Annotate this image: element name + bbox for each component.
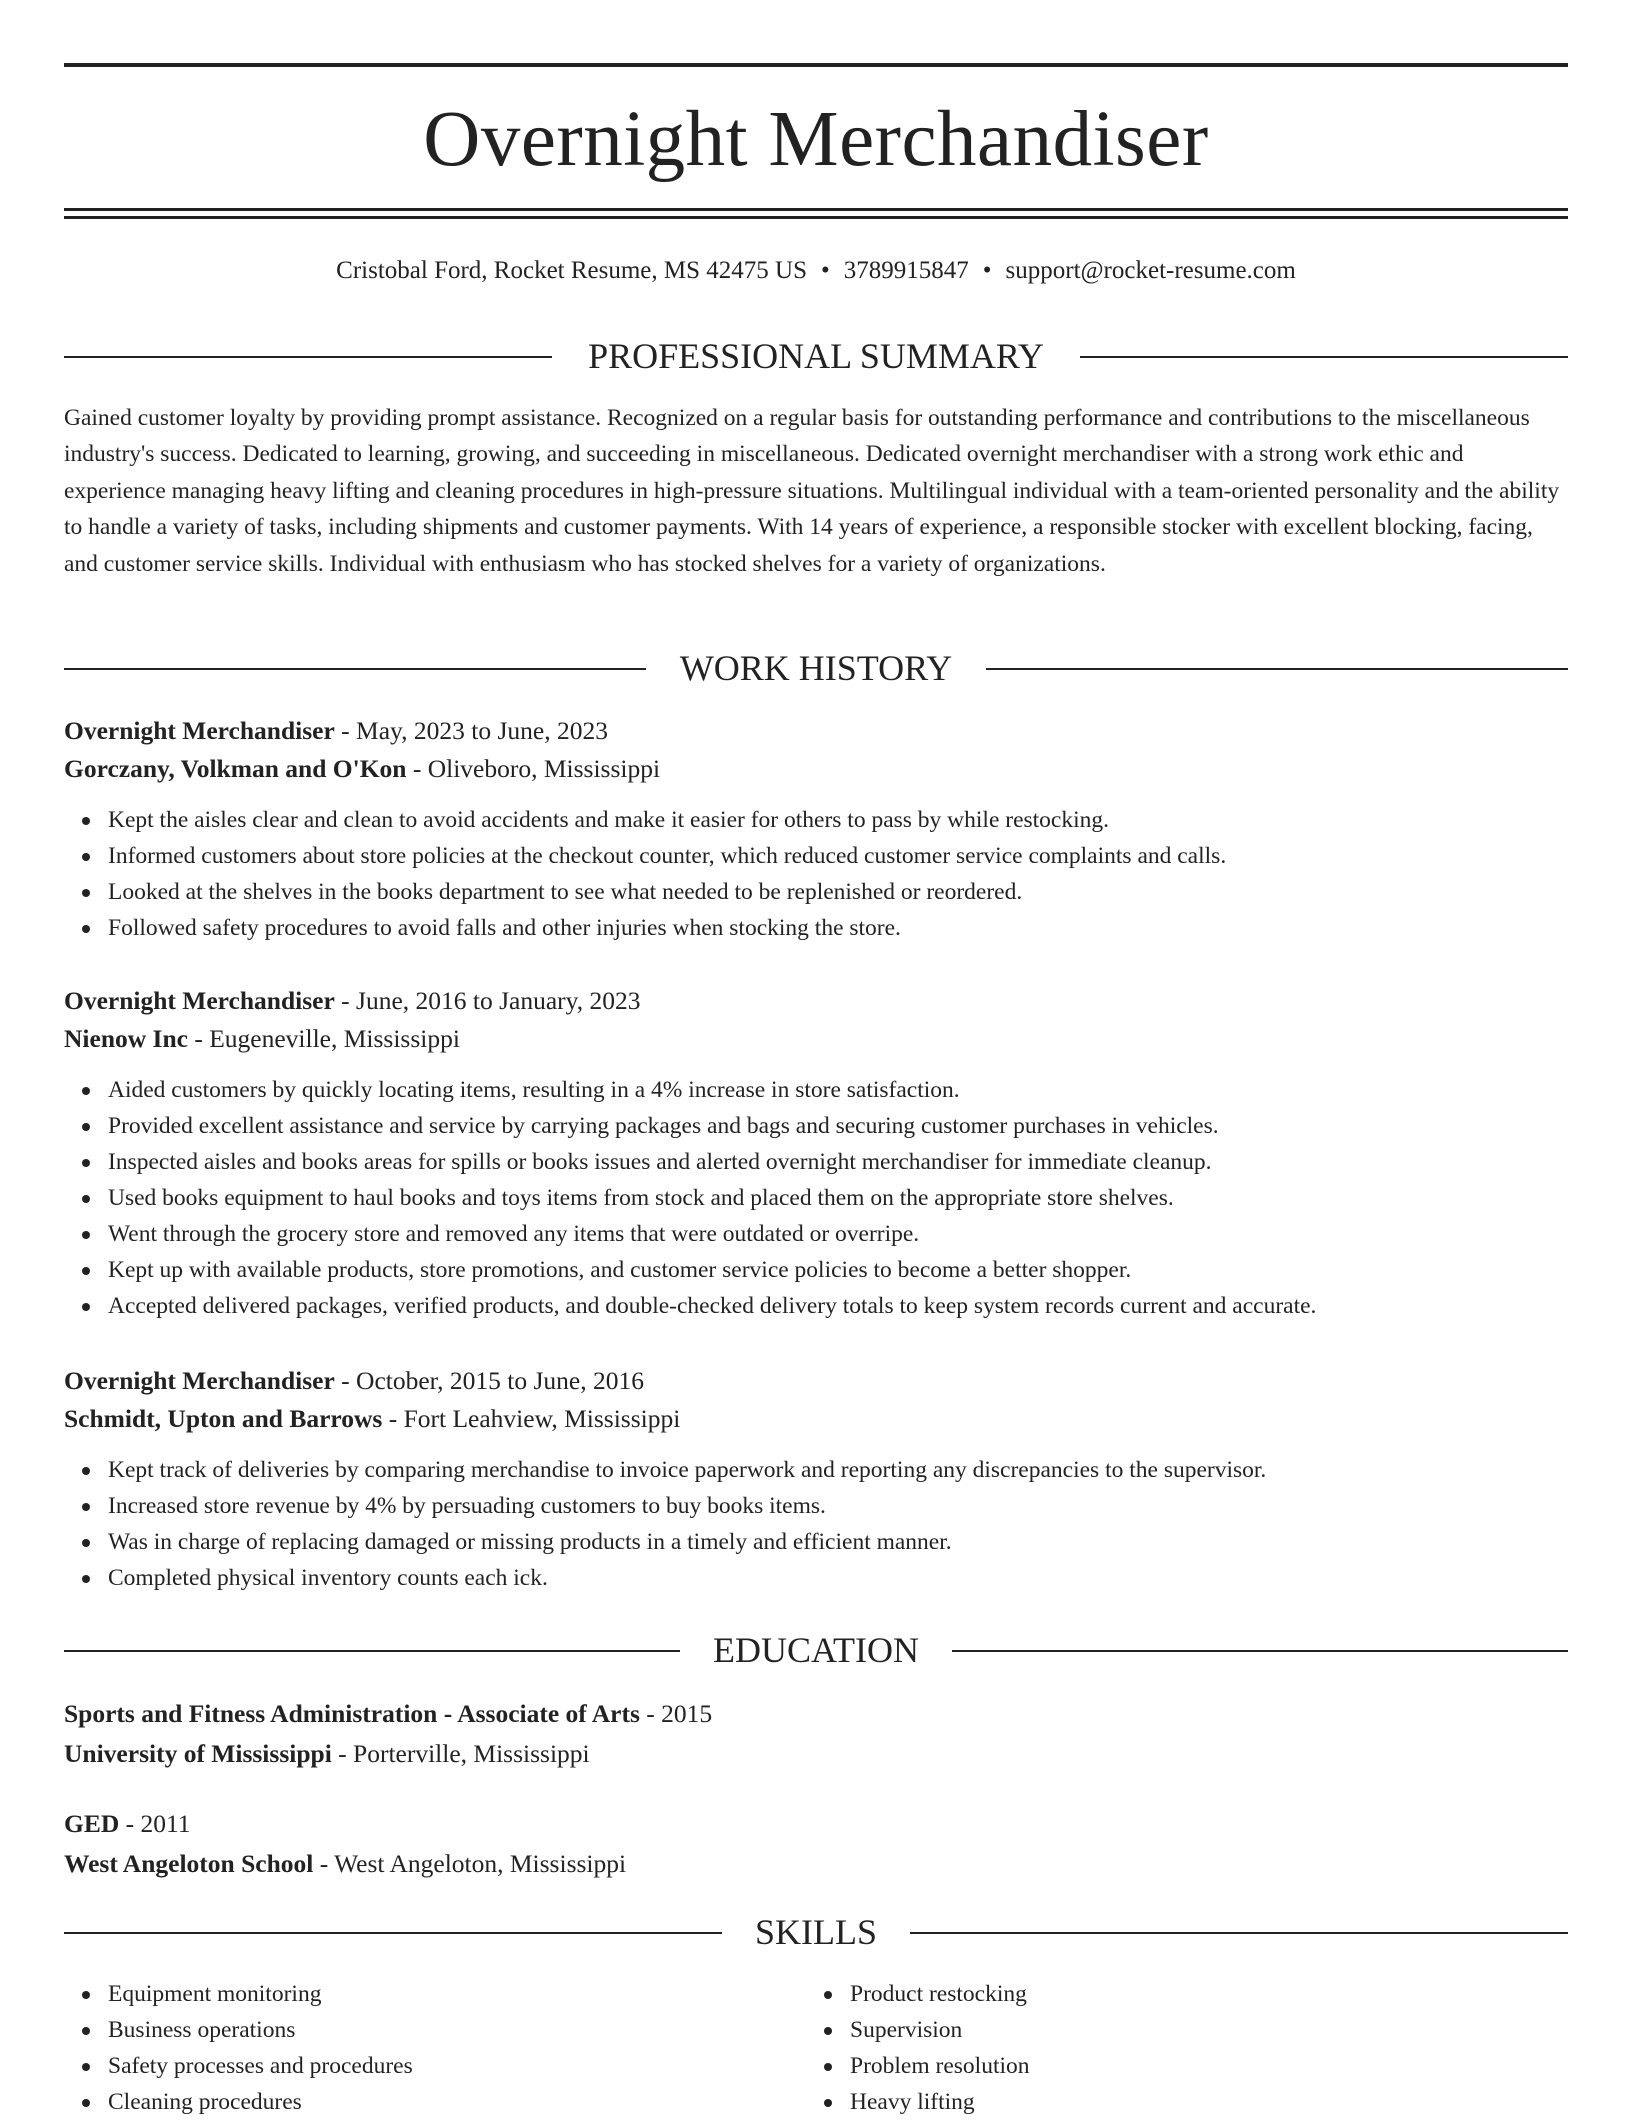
education-school: West Angeloton School (64, 1849, 314, 1878)
job-dates: - May, 2023 to June, 2023 (334, 716, 608, 745)
list-item: Completed physical inventory counts each ick. (64, 1560, 1568, 1596)
section-title: EDUCATION (705, 1630, 927, 1670)
section-header-skills (64, 1910, 1568, 1954)
job-title: Overnight Merchandiser (64, 716, 335, 745)
list-item: Was in charge of replacing damaged or missing products in a timely and efficient manner. (64, 1524, 1568, 1560)
page-title: Overnight Merchandiser (423, 96, 1209, 183)
job-company: Gorczany, Volkman and O'Kon (64, 754, 407, 783)
education-entry (64, 1694, 1568, 1774)
list-item: Accepted delivered packages, verified products, and double-checked delivery totals to keep system records current and accurate. (64, 1288, 1568, 1324)
job-entry (64, 982, 1568, 1324)
skill-item: Product restocking (806, 1976, 1506, 2012)
list-item: Followed safety procedures to avoid falls and other injuries when stocking the store. (64, 910, 1568, 946)
job-location: - Fort Leahview, Mississippi (382, 1404, 681, 1433)
job-location: - Eugeneville, Mississippi (187, 1024, 460, 1053)
skill-item: Heavy lifting (806, 2084, 1506, 2120)
contact-email: support@rocket-resume.com (1005, 257, 1296, 284)
skill-item: Business operations (64, 2012, 764, 2048)
summary-text: Gained customer loyalty by providing prompt assistance. Recognized on a regular basis for outstanding performance and contributions to the miscellaneous industry's success. Dedicated to learning, growing, and succeeding in miscellaneous. Dedicated overnight merchandiser with a strong work ethic and experience managing heavy lifting and cleaning procedures in high-pressure situations. Multilingual individual with a team-oriented personality and the ability to handle a variety of tasks, including shipments and customer payments. With 14 years of experience, a responsible stocker with excellent blocking, facing, and customer service skills. Individual with enthusiasm who has stocked shelves for a variety of organizations. (64, 405, 1560, 577)
education-location: - Porterville, Mississippi (331, 1739, 590, 1768)
skill-item: Supervision (806, 2012, 1506, 2048)
education-location: - West Angeloton, Mississippi (313, 1849, 627, 1878)
education-degree: GED (64, 1809, 120, 1838)
skills-list-right (806, 1976, 1506, 2120)
skill-item: Equipment monitoring (64, 1976, 764, 2012)
list-item: Used books equipment to haul books and toys items from stock and placed them on the appropriate store shelves. (64, 1180, 1568, 1216)
section-header-work-history (64, 646, 1568, 690)
list-item: Kept up with available products, store promotions, and customer service policies to become a better shopper. (64, 1252, 1568, 1288)
list-item: Informed customers about store policies at the checkout counter, which reduced customer service complaints and calls. (64, 838, 1568, 874)
job-title: Overnight Merchandiser (64, 1366, 335, 1395)
job-location: - Oliveboro, Mississippi (406, 754, 661, 783)
job-company: Nienow Inc (64, 1024, 188, 1053)
job-duties-list (64, 802, 1568, 946)
education-entry (64, 1804, 1568, 1884)
job-dates: - June, 2016 to January, 2023 (334, 986, 641, 1015)
contact-phone: 3789915847 (843, 257, 969, 284)
section-header-education (64, 1628, 1568, 1672)
job-company: Schmidt, Upton and Barrows (64, 1404, 383, 1433)
title-rule-upper (64, 208, 1568, 211)
section-title: SKILLS (747, 1912, 885, 1952)
contact-separator: • (821, 257, 830, 284)
job-entry (64, 712, 1568, 946)
section-header-summary (64, 334, 1568, 378)
contact-line (64, 255, 1568, 287)
education-school: University of Mississippi (64, 1739, 332, 1768)
list-item: Kept the aisles clear and clean to avoid accidents and make it easier for others to pass by while restocking. (64, 802, 1568, 838)
section-title: WORK HISTORY (672, 648, 960, 688)
title-rule-lower (64, 216, 1568, 219)
contact-separator: • (982, 257, 992, 284)
job-dates: - October, 2015 to June, 2016 (334, 1366, 644, 1395)
skill-item: Cleaning procedures (64, 2084, 764, 2120)
list-item: Provided excellent assistance and service by carrying packages and bags and securing customer purchases in vehicles. (64, 1108, 1568, 1144)
education-year: - 2015 (639, 1699, 713, 1728)
list-item: Inspected aisles and books areas for spills or books issues and alerted overnight merchandiser for immediate cleanup. (64, 1144, 1568, 1180)
list-item: Kept track of deliveries by comparing merchandise to invoice paperwork and reporting any discrepancies to the supervisor. (64, 1452, 1568, 1488)
job-entry (64, 1362, 1568, 1596)
list-item: Went through the grocery store and removed any items that were outdated or overripe. (64, 1216, 1568, 1252)
skills-list-left (64, 1976, 764, 2120)
list-item: Looked at the shelves in the books department to see what needed to be replenished or reordered. (64, 874, 1568, 910)
education-degree: Sports and Fitness Administration - Associate of Arts (64, 1699, 640, 1728)
job-duties-list (64, 1452, 1568, 1596)
skill-item: Safety processes and procedures (64, 2048, 764, 2084)
section-title: PROFESSIONAL SUMMARY (580, 336, 1052, 376)
job-duties-list (64, 1072, 1568, 1324)
list-item: Aided customers by quickly locating items, resulting in a 4% increase in store satisfaction. (64, 1072, 1568, 1108)
job-title: Overnight Merchandiser (64, 986, 335, 1015)
contact-address: Cristobal Ford, Rocket Resume, MS 42475 US (336, 257, 807, 284)
education-year: - 2011 (119, 1809, 191, 1838)
top-rule (64, 63, 1568, 67)
list-item: Increased store revenue by 4% by persuading customers to buy books items. (64, 1488, 1568, 1524)
skill-item: Problem resolution (806, 2048, 1506, 2084)
